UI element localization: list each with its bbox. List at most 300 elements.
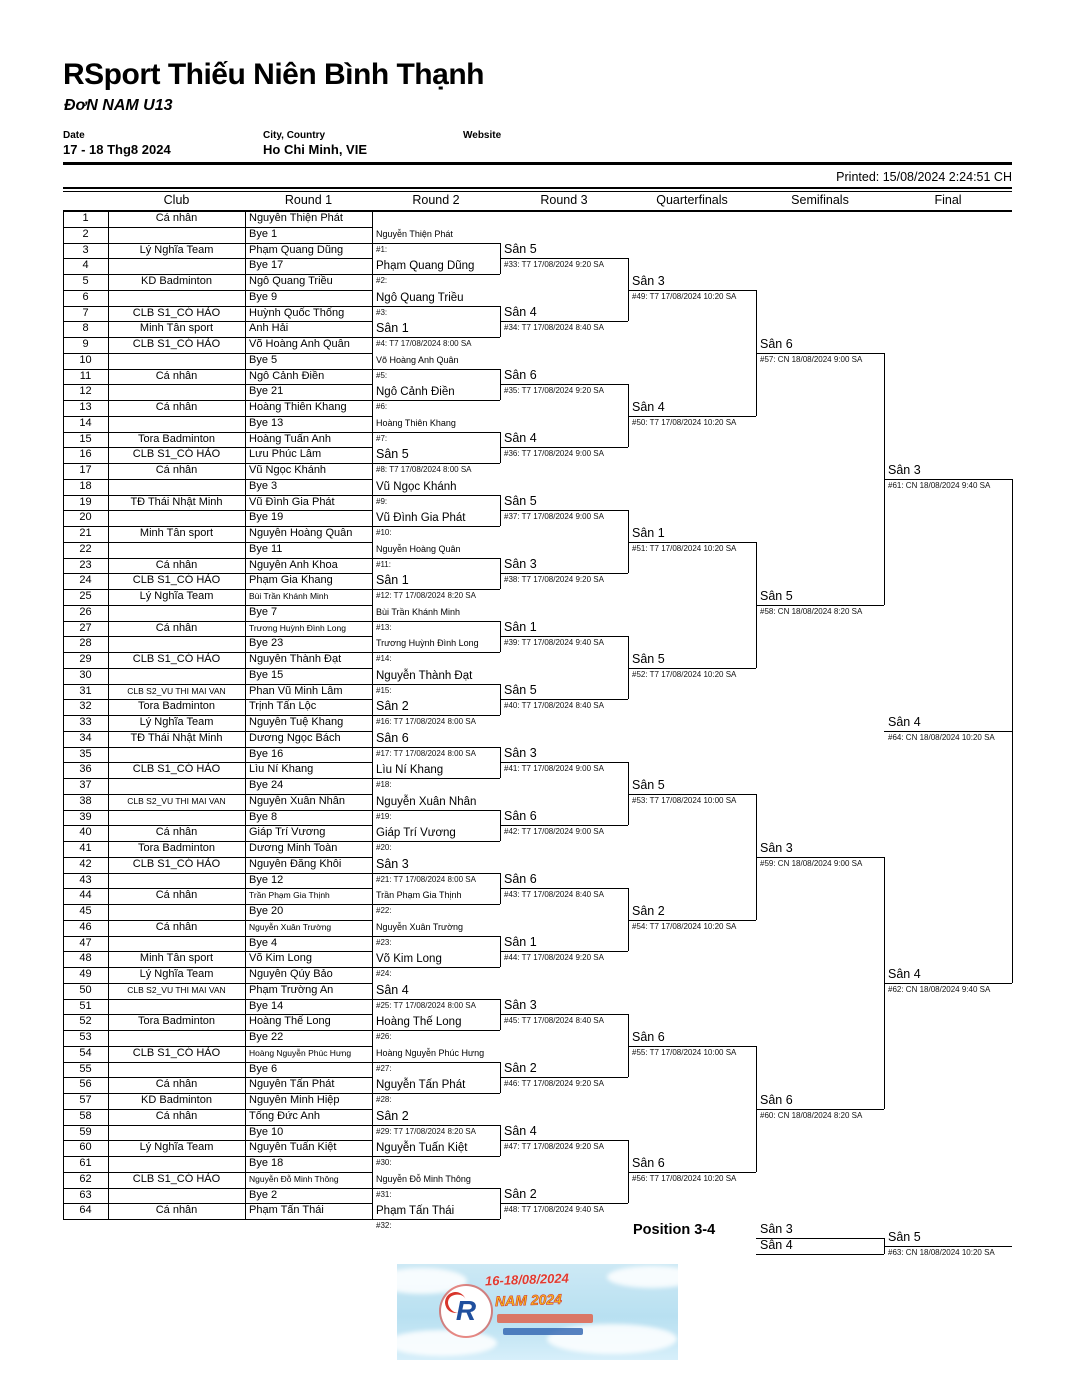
round2-slot-winner: Nguyễn Tuấn Kiệt	[376, 1142, 468, 1154]
round3-slot-match-info: #40: T7 17/08/2024 8:40 SA	[504, 701, 604, 711]
match-line	[372, 558, 500, 559]
row-number: 16	[79, 448, 92, 461]
quarterfinal-slot-winner: Sân 3	[632, 273, 665, 288]
match-line	[756, 857, 884, 858]
round3-slot-winner: Sân 6	[504, 368, 537, 383]
player-name: Anh Hải	[249, 322, 289, 335]
match-line	[628, 542, 756, 543]
quarterfinal-slot-winner: Sân 2	[632, 903, 665, 918]
match-line	[884, 1246, 1012, 1247]
player-name: Bye 13	[249, 416, 284, 429]
round2-slot-match-info: #29: T7 17/08/2024 8:20 SA	[376, 1126, 476, 1136]
match-line	[756, 605, 884, 606]
row-divider	[63, 1219, 372, 1220]
player-name: Nguyễn Thành Đạt	[249, 653, 342, 665]
round2-slot-match-info: #25: T7 17/08/2024 8:00 SA	[376, 1000, 476, 1010]
player-name: Nguyễn Xuân Nhân	[249, 794, 346, 807]
club-name: CLB S1_CÓ HẢO	[132, 653, 221, 665]
pos34-result-winner: Sân 5	[888, 1230, 921, 1244]
round3-slot-match-info: #36: T7 17/08/2024 9:00 SA	[504, 449, 604, 459]
match-line	[372, 432, 500, 433]
match-line	[372, 400, 500, 401]
row-number: 13	[79, 401, 92, 413]
round2-slot-winner: Lìu Ní Khang	[376, 764, 444, 776]
banner-dates: 16-18/08/2024	[484, 1270, 570, 1289]
club-name: Lý Nghĩa Team	[139, 716, 214, 728]
semifinal-slot-winner: Sân 5	[760, 588, 793, 603]
match-line	[500, 573, 628, 574]
match-line	[884, 983, 1012, 984]
club-name: Tora Badminton	[137, 842, 216, 854]
club-name: Tora Badminton	[137, 1015, 216, 1028]
final-slot-match-info: #61: CN 18/08/2024 9:40 SA	[888, 480, 991, 490]
player-name: Bye 17	[249, 259, 284, 272]
match-line	[372, 1219, 500, 1220]
quarterfinal-slot-winner: Sân 5	[632, 651, 665, 666]
row-number: 14	[79, 416, 92, 429]
champion-slot-winner: Sân 4	[888, 714, 921, 729]
club-name: Minh Tân sport	[139, 952, 214, 965]
player-name: Nguyễn Qúy Bảo	[249, 968, 333, 980]
round2-slot-match-info: #10:	[376, 528, 392, 537]
match-line	[372, 1188, 500, 1189]
round2-slot-winner: Nguyễn Thành Đạt	[376, 669, 473, 682]
match-line	[372, 747, 500, 748]
round2-slot-match-info: #19:	[376, 811, 392, 821]
round3-slot-winner: Sân 5	[504, 242, 537, 257]
round2-slot-winner: Võ Kim Long	[376, 953, 442, 965]
club-name: Cá nhân	[155, 212, 198, 224]
final-slot-winner: Sân 4	[888, 966, 921, 981]
round3-slot-match-info: #46: T7 17/08/2024 9:20 SA	[504, 1079, 604, 1089]
player-name: Dương Ngọc Bách	[249, 731, 341, 744]
match-line	[628, 794, 756, 795]
round2-slot-winner: Bùi Trần Khánh Minh	[376, 606, 461, 617]
player-name: Nguyễn Hoàng Quân	[249, 527, 353, 539]
row-number: 4	[82, 259, 89, 272]
match-line	[500, 699, 628, 700]
club-name: Cá nhân	[155, 826, 198, 839]
row-number: 36	[79, 763, 92, 776]
club-name: Cá nhân	[155, 464, 198, 476]
club-name: TĐ Thái Nhật Minh	[130, 495, 223, 508]
round2-slot-winner: Phạm Quang Dũng	[376, 260, 475, 272]
row-number: 52	[79, 1015, 92, 1028]
round2-slot-winner: Hoàng Thiên Khang	[376, 417, 456, 428]
club-name: Tora Badminton	[137, 432, 216, 445]
player-name: Giáp Trí Vương	[249, 826, 326, 839]
player-name: Hoàng Thiên Khang	[249, 401, 347, 413]
player-name: Bye 10	[249, 1125, 284, 1138]
player-name: Nguyễn Anh Khoa	[249, 558, 338, 571]
row-number: 38	[79, 794, 92, 807]
row-number: 54	[79, 1046, 92, 1059]
round2-slot-match-info: #24:	[376, 969, 392, 978]
club-name: CLB S1_CÓ HẢO	[132, 574, 221, 587]
club-name: Cá nhân	[155, 889, 198, 902]
round2-slot-match-info: #8: T7 17/08/2024 8:00 SA	[376, 465, 472, 474]
round3-slot-winner: Sân 1	[504, 620, 537, 635]
quarterfinal-slot-match-info: #56: T7 17/08/2024 10:20 SA	[632, 1173, 737, 1183]
row-number: 43	[79, 873, 92, 886]
pos34-result-match-info: #63: CN 18/08/2024 10:20 SA	[888, 1248, 995, 1257]
player-name: Phạm Trường An	[249, 983, 334, 996]
column-divider	[245, 211, 246, 1219]
player-name: Nguyễn Đăng Khôi	[249, 857, 342, 870]
round2-slot-match-info: #13:	[376, 622, 392, 632]
row-number: 22	[79, 542, 92, 555]
column-header-club: Club	[163, 193, 190, 207]
row-number: 21	[79, 527, 92, 539]
round3-slot-winner: Sân 3	[504, 557, 537, 572]
row-number: 62	[79, 1172, 92, 1185]
match-line	[372, 1062, 500, 1063]
player-name: Nguyễn Xuân Trường	[249, 921, 332, 932]
row-number: 32	[79, 700, 92, 713]
match-line	[628, 1172, 756, 1173]
column-header-final: Final	[934, 193, 962, 207]
round2-slot-match-info: #28:	[376, 1095, 392, 1104]
player-name: Tống Đức Anh	[249, 1109, 320, 1122]
round2-slot-winner: Sân 1	[376, 573, 409, 587]
round3-slot-match-info: #38: T7 17/08/2024 9:20 SA	[504, 575, 604, 585]
match-line	[372, 1093, 500, 1094]
player-name: Bye 6	[249, 1062, 278, 1075]
semifinal-slot-match-info: #60: CN 18/08/2024 8:20 SA	[760, 1110, 863, 1120]
row-number: 31	[79, 684, 92, 697]
player-name: Lìu Ní Khang	[249, 763, 314, 776]
row-number: 57	[79, 1094, 92, 1106]
player-name: Võ Hoàng Anh Quân	[249, 338, 350, 350]
club-name: Lý Nghĩa Team	[139, 243, 214, 256]
row-number: 20	[79, 511, 92, 524]
round3-slot-winner: Sân 3	[504, 746, 537, 761]
quarterfinal-slot-match-info: #49: T7 17/08/2024 10:20 SA	[632, 291, 737, 301]
round2-slot-winner: Nguyễn Xuân Trường	[376, 921, 463, 932]
player-name: Bye 15	[249, 668, 284, 681]
divider	[63, 191, 1012, 192]
row-number: 7	[82, 306, 89, 319]
round2-slot-match-info: #23:	[376, 937, 392, 947]
match-line	[628, 290, 756, 291]
match-line	[500, 1140, 628, 1141]
match-line	[500, 762, 628, 763]
pos34-competitor: Sân 4	[760, 1238, 793, 1252]
row-number: 53	[79, 1031, 92, 1043]
player-name: Nguyễn Tuấn Kiệt	[249, 1141, 337, 1154]
round2-slot-winner: Nguyễn Thiện Phát	[376, 228, 453, 239]
row-number: 44	[79, 889, 92, 902]
row-number: 63	[79, 1188, 92, 1201]
player-name: Phan Vũ Minh Lâm	[249, 684, 343, 697]
quarterfinal-slot-winner: Sân 5	[632, 777, 665, 792]
player-name: Bye 12	[249, 873, 284, 886]
match-line	[372, 306, 500, 307]
round2-slot-winner: Nguyễn Hoàng Quân	[376, 543, 461, 554]
player-name: Vũ Ngọc Khánh	[249, 464, 327, 476]
club-name: Cá nhân	[155, 1109, 198, 1122]
round2-slot-winner: Sân 6	[376, 730, 409, 745]
player-name: Dương Minh Toàn	[249, 842, 338, 854]
match-line	[500, 951, 628, 952]
bracket-connector	[1012, 479, 1013, 983]
row-number: 37	[79, 779, 92, 791]
player-name: Phạm Gia Khang	[249, 574, 333, 587]
quarterfinal-slot-winner: Sân 6	[632, 1029, 665, 1044]
club-name: Cá nhân	[155, 920, 198, 933]
quarterfinal-slot-match-info: #51: T7 17/08/2024 10:20 SA	[632, 543, 737, 553]
round2-slot-match-info: #26:	[376, 1032, 392, 1041]
match-line	[372, 904, 500, 905]
row-number: 59	[79, 1125, 92, 1138]
player-name: Trần Phạm Gia Thịnh	[249, 890, 330, 901]
champion-slot-match-info: #64: CN 18/08/2024 10:20 SA	[888, 732, 995, 742]
website-label: Website	[463, 130, 502, 141]
round2-slot-match-info: #12: T7 17/08/2024 8:20 SA	[376, 591, 476, 600]
quarterfinal-slot-winner: Sân 6	[632, 1155, 665, 1170]
match-line	[500, 1014, 628, 1015]
city-value: Ho Chi Minh, VIE	[263, 142, 367, 157]
match-line	[372, 337, 500, 338]
round3-slot-match-info: #33: T7 17/08/2024 9:20 SA	[504, 260, 604, 270]
round3-slot-match-info: #34: T7 17/08/2024 8:40 SA	[504, 323, 604, 333]
round3-slot-winner: Sân 1	[504, 935, 537, 950]
player-name: Nguyễn Minh Hiệp	[249, 1094, 340, 1106]
quarterfinal-slot-match-info: #53: T7 17/08/2024 10:00 SA	[632, 795, 737, 805]
player-name: Bye 7	[249, 605, 278, 618]
round2-slot-match-info: #14:	[376, 654, 392, 663]
row-number: 30	[79, 668, 92, 681]
row-number: 50	[79, 983, 92, 996]
match-line	[372, 778, 500, 779]
round3-slot-winner: Sân 6	[504, 809, 537, 824]
player-name: Bye 4	[249, 936, 278, 949]
round2-slot-match-info: #31:	[376, 1189, 392, 1199]
row-number: 1	[82, 212, 89, 224]
match-line	[372, 621, 500, 622]
round2-slot-winner: Sân 1	[376, 321, 409, 335]
match-line	[372, 495, 500, 496]
row-number: 5	[82, 275, 89, 287]
column-header-round-3: Round 3	[540, 193, 588, 207]
row-number: 46	[79, 920, 92, 933]
round2-slot-match-info: #32:	[376, 1221, 392, 1230]
round2-slot-match-info: #22:	[376, 906, 392, 915]
round2-slot-winner: Vũ Ngọc Khánh	[376, 480, 457, 493]
player-name: Võ Kim Long	[249, 952, 312, 965]
player-name: Bye 8	[249, 810, 278, 823]
club-name: CLB S2_VU THI MAI VAN	[127, 685, 226, 696]
row-number: 61	[79, 1157, 92, 1169]
round2-slot-match-info: #17: T7 17/08/2024 8:00 SA	[376, 748, 476, 758]
player-name: Bye 23	[249, 637, 284, 650]
match-line	[500, 447, 628, 448]
row-number: 58	[79, 1109, 92, 1122]
date-label: Date	[63, 130, 85, 141]
row-number: 18	[79, 479, 92, 492]
round3-slot-match-info: #39: T7 17/08/2024 9:40 SA	[504, 638, 604, 648]
rsport-logo: R	[441, 1286, 491, 1336]
row-number: 51	[79, 999, 92, 1012]
event-subtitle: ĐơN NAM U13	[64, 97, 173, 114]
player-name: Bye 22	[249, 1031, 284, 1043]
club-name: Lý Nghĩa Team	[139, 1141, 214, 1154]
row-number: 19	[79, 495, 92, 508]
match-line	[500, 888, 628, 889]
club-name: CLB S2_VU THI MAI VAN	[127, 984, 226, 995]
row-number: 28	[79, 637, 92, 650]
divider	[63, 187, 1012, 189]
match-line	[756, 1109, 884, 1110]
row-number: 47	[79, 936, 92, 949]
round2-slot-match-info: #21: T7 17/08/2024 8:00 SA	[376, 874, 476, 884]
player-name: Bye 24	[249, 779, 284, 791]
match-line	[372, 967, 500, 968]
player-name: Bye 1	[249, 227, 278, 240]
player-name: Hoàng Nguyễn Phúc Hưng	[249, 1047, 352, 1058]
row-number: 64	[79, 1204, 92, 1217]
club-name: CLB S1_CÓ HẢO	[132, 763, 221, 776]
row-number: 41	[79, 842, 92, 854]
city-label: City, Country	[263, 130, 326, 141]
round3-slot-match-info: #41: T7 17/08/2024 9:00 SA	[504, 764, 604, 774]
player-name: Bye 18	[249, 1157, 284, 1169]
quarterfinal-slot-match-info: #54: T7 17/08/2024 10:20 SA	[632, 921, 737, 931]
round3-slot-match-info: #42: T7 17/08/2024 9:00 SA	[504, 827, 604, 837]
row-number: 42	[79, 857, 92, 870]
round2-slot-winner: Ngô Cảnh Điền	[376, 386, 455, 398]
divider	[63, 162, 1012, 165]
round3-slot-winner: Sân 3	[504, 998, 537, 1013]
club-name: CLB S1_CÓ HẢO	[132, 1172, 221, 1185]
date-value: 17 - 18 Thg8 2024	[63, 142, 171, 157]
quarterfinal-slot-winner: Sân 4	[632, 399, 665, 414]
round2-slot-winner: Phạm Tấn Thái	[376, 1205, 455, 1217]
row-number: 27	[79, 621, 92, 634]
row-number: 39	[79, 810, 92, 823]
quarterfinal-slot-match-info: #52: T7 17/08/2024 10:20 SA	[632, 669, 737, 679]
semifinal-slot-match-info: #58: CN 18/08/2024 8:20 SA	[760, 606, 863, 616]
player-name: Phạm Tấn Thái	[249, 1204, 324, 1217]
player-name: Nguyễn Thiện Phát	[249, 212, 343, 224]
row-number: 55	[79, 1062, 92, 1075]
player-name: Bùi Trần Khánh Minh	[249, 591, 329, 601]
player-name: Nguyễn Tấn Phát	[249, 1078, 335, 1091]
match-line	[372, 369, 500, 370]
round2-slot-winner: Sân 4	[376, 982, 409, 997]
column-header-round-1: Round 1	[284, 193, 333, 207]
banner-text-bar	[497, 1314, 593, 1323]
round3-slot-match-info: #35: T7 17/08/2024 9:20 SA	[504, 386, 604, 396]
club-name: Lý Nghĩa Team	[139, 968, 214, 980]
club-name: CLB S1_CÓ HẢO	[132, 306, 221, 319]
round2-slot-winner: Giáp Trí Vương	[376, 827, 456, 839]
player-name: Trương Huỳnh Đình Long	[249, 622, 346, 633]
row-number: 3	[82, 243, 89, 256]
round3-slot-winner: Sân 4	[504, 305, 537, 320]
column-header-quarterfinals: Quarterfinals	[656, 193, 728, 207]
round2-slot-match-info: #18:	[376, 780, 392, 789]
row-number: 12	[79, 385, 92, 398]
round3-slot-winner: Sân 6	[504, 872, 537, 887]
row-number: 8	[82, 322, 89, 335]
club-name: Cá nhân	[155, 369, 198, 382]
player-name: Bye 21	[249, 385, 284, 398]
round2-slot-match-info: #5:	[376, 370, 388, 380]
match-line	[372, 684, 500, 685]
round2-slot-winner: Trần Phạm Gia Thịnh	[376, 890, 462, 900]
club-name: Lý Nghĩa Team	[139, 590, 214, 602]
round2-slot-winner: Võ Hoàng Anh Quân	[376, 354, 459, 365]
column-header-round-2: Round 2	[412, 193, 460, 207]
round2-slot-match-info: #16: T7 17/08/2024 8:00 SA	[376, 717, 476, 726]
match-line	[628, 920, 756, 921]
round2-slot-winner: Sân 5	[376, 447, 409, 461]
match-line	[372, 936, 500, 937]
row-number: 23	[79, 558, 92, 571]
club-name: TĐ Thái Nhật Minh	[130, 731, 223, 744]
round2-slot-winner: Ngô Quang Triều	[376, 291, 464, 304]
match-line	[372, 1125, 500, 1126]
round2-slot-match-info: #20:	[376, 843, 392, 852]
match-line	[500, 321, 628, 322]
quarterfinal-slot-winner: Sân 1	[632, 525, 665, 540]
round2-slot-match-info: #7:	[376, 433, 388, 443]
row-number: 11	[79, 369, 92, 382]
player-name: Phạm Quang Dũng	[249, 243, 344, 256]
round2-slot-match-info: #4: T7 17/08/2024 8:00 SA	[376, 339, 472, 348]
player-name: Bye 11	[249, 542, 283, 555]
match-line	[500, 825, 628, 826]
match-line	[500, 384, 628, 385]
row-number: 45	[79, 905, 92, 917]
match-line	[628, 668, 756, 669]
player-name: Hoàng Tuấn Anh	[249, 432, 331, 445]
match-line	[628, 1046, 756, 1047]
row-number: 49	[79, 968, 92, 980]
club-name: Cá nhân	[155, 1078, 198, 1091]
match-line	[500, 1203, 628, 1204]
final-slot-match-info: #62: CN 18/08/2024 9:40 SA	[888, 984, 991, 994]
round2-slot-match-info: #1:	[376, 244, 388, 254]
round3-slot-match-info: #43: T7 17/08/2024 8:40 SA	[504, 890, 604, 900]
row-number: 60	[79, 1141, 92, 1154]
round2-slot-winner: Nguyễn Tấn Phát	[376, 1079, 466, 1091]
match-line	[372, 1030, 500, 1031]
pos34-line	[756, 1254, 884, 1255]
player-name: Nguyễn Tuệ Khang	[249, 716, 344, 728]
round3-slot-winner: Sân 4	[504, 1124, 537, 1139]
club-name: KD Badminton	[141, 275, 212, 287]
quarterfinal-slot-match-info: #55: T7 17/08/2024 10:00 SA	[632, 1047, 737, 1057]
row-number: 2	[82, 227, 89, 240]
player-name: Lưu Phúc Lâm	[249, 448, 322, 461]
player-name: Nguyễn Đỗ Minh Thông	[249, 1173, 339, 1184]
player-name: Bye 2	[249, 1188, 278, 1201]
match-line	[372, 873, 500, 874]
round3-slot-winner: Sân 2	[504, 1187, 537, 1202]
club-name: Cá nhân	[155, 621, 198, 634]
player-name: Bye 19	[249, 511, 284, 524]
printed-timestamp: Printed: 15/08/2024 2:24:51 CH	[836, 170, 1012, 184]
match-line	[884, 731, 1012, 732]
semifinal-slot-winner: Sân 6	[760, 336, 793, 351]
round2-slot-winner: Sân 2	[376, 1108, 409, 1123]
semifinal-slot-winner: Sân 3	[760, 840, 793, 855]
player-name: Bye 14	[249, 999, 284, 1012]
row-number: 15	[79, 432, 92, 445]
pos34-competitor: Sân 3	[760, 1222, 793, 1236]
